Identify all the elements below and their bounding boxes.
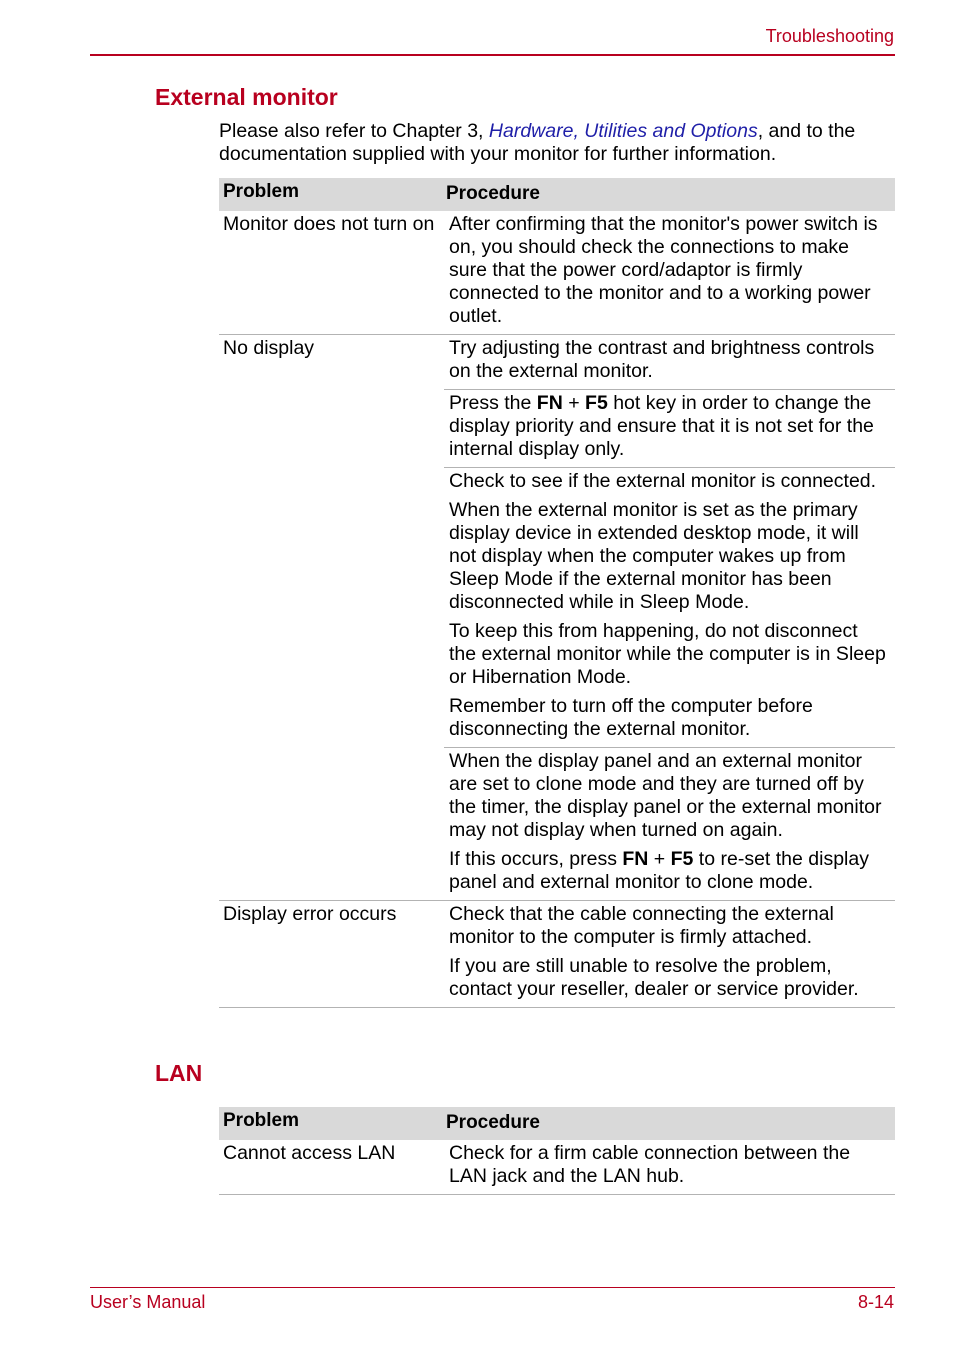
intro-text-after: , and to the documentation supplied with your monitor for further information. — [219, 120, 856, 165]
column-header-procedure: Procedure — [446, 1112, 540, 1133]
procedure-block — [444, 468, 895, 748]
procedure-block — [444, 748, 895, 900]
table-row — [219, 335, 895, 901]
procedure-paragraph: Check to see if the external monitor is connected. — [449, 470, 877, 492]
problem-cell: No display — [223, 337, 315, 359]
paragraph-text: Press the — [449, 392, 537, 414]
section-heading-external-monitor: External monitor — [155, 84, 338, 110]
lan-table — [219, 1107, 895, 1195]
procedure-paragraph: Try adjusting the contrast and brightness controls on the external monitor. — [449, 337, 875, 382]
header-rule — [90, 54, 895, 56]
paragraph-text: + — [648, 848, 671, 870]
procedure-paragraph: When the display panel and an external monitor are set to clone mode and they are turned off by the timer, the display panel or the external monitor may not display when turned on again. — [449, 750, 882, 841]
procedure-block — [444, 390, 895, 468]
paragraph-text: to re-set the display panel and external monitor to clone mode. — [449, 848, 869, 893]
procedure-paragraph: When the external monitor is set as the primary display device in extended desktop mode, it will not display when the computer wakes up from Sleep Mode if the external monitor has been disconnected while in Sleep Mode. — [449, 499, 859, 613]
table-row — [219, 211, 895, 335]
procedure-cell — [444, 335, 895, 900]
table-body — [219, 211, 895, 1008]
procedure-block — [444, 335, 895, 390]
hotkey-label: FN — [622, 848, 649, 870]
procedure-paragraph: After confirming that the monitor's power switch is on, you should check the connections to make sure that the power cord/adaptor is firmly connected to the monitor and to a working power outlet. — [449, 213, 878, 327]
running-header: Troubleshooting — [765, 26, 894, 46]
hotkey-label: F5 — [585, 392, 608, 414]
procedure-paragraph: If you are still unable to resolve the problem, contact your reseller, dealer or service provider. — [449, 955, 859, 1000]
problem-cell: Cannot access LAN — [223, 1142, 396, 1164]
section-heading-lan: LAN — [155, 1060, 203, 1086]
intro-text-before: Please also refer to Chapter 3, — [219, 120, 489, 142]
table-header — [219, 1107, 895, 1140]
paragraph-text: If this occurs, press — [449, 848, 623, 870]
table-row — [219, 901, 895, 1008]
footer-rule — [90, 1287, 895, 1288]
column-header-problem: Problem — [223, 181, 300, 202]
paragraph-text: hot key in order to change the display priority and ensure that it is not set for the internal display only. — [449, 392, 874, 460]
procedure-block — [444, 211, 895, 334]
hotkey-label: F5 — [670, 848, 694, 870]
problem-cell: Display error occurs — [223, 903, 397, 925]
footer-manual-title: User’s Manual — [90, 1292, 206, 1312]
hotkey-label: FN — [536, 392, 563, 414]
procedure-cell — [444, 901, 895, 1007]
procedure-block — [444, 901, 895, 1007]
procedure-paragraph: Check that the cable connecting the external monitor to the computer is firmly attached. — [449, 903, 834, 948]
paragraph-text: + — [562, 392, 586, 414]
procedure-paragraph: Check for a firm cable connection between the LAN jack and the LAN hub. — [449, 1142, 851, 1187]
column-header-problem: Problem — [223, 1110, 300, 1131]
table-header — [219, 178, 895, 211]
table-body — [219, 1140, 895, 1195]
intro-paragraph — [219, 120, 899, 166]
procedure-paragraph — [449, 848, 887, 894]
problem-cell: Monitor does not turn on — [223, 213, 435, 235]
chapter-reference-link[interactable]: Hardware, Utilities and Options — [488, 120, 758, 142]
procedure-block — [444, 1140, 895, 1194]
procedure-cell — [444, 211, 895, 334]
procedure-paragraph: To keep this from happening, do not disconnect the external monitor while the computer is in Sleep or Hibernation Mode. — [449, 620, 886, 688]
procedure-paragraph: Remember to turn off the computer before disconnecting the external monitor. — [449, 695, 813, 740]
procedure-cell — [444, 1140, 895, 1194]
procedure-paragraph — [449, 392, 887, 461]
page-number: 8-14 — [857, 1292, 894, 1312]
external-monitor-table — [219, 178, 895, 1008]
table-row — [219, 1140, 895, 1195]
column-header-procedure: Procedure — [446, 183, 540, 204]
